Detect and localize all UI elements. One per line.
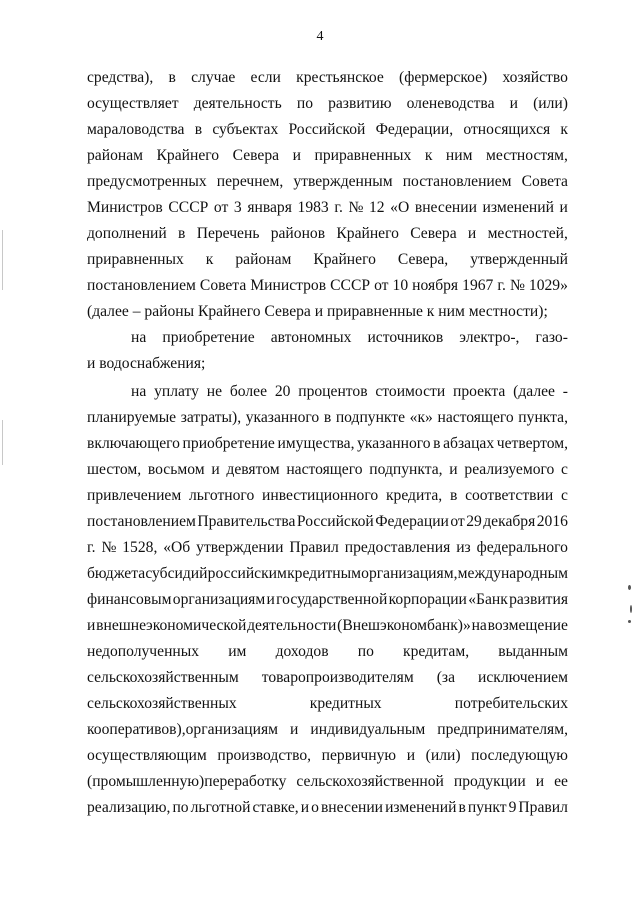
text-line <box>87 772 568 794</box>
word: сельскохозяйственных <box>87 695 237 712</box>
word: предпринимателям, <box>437 721 568 738</box>
word: абзацах <box>443 435 495 452</box>
word: января <box>247 199 292 216</box>
word: Федерации, <box>375 121 454 138</box>
word: с <box>561 461 568 478</box>
word: с <box>561 487 568 504</box>
scan-margin-mark <box>2 420 3 465</box>
word: включающего <box>87 435 180 452</box>
word: в <box>168 69 176 86</box>
word: по <box>172 799 189 816</box>
word: и <box>87 617 96 634</box>
text-line <box>87 564 568 586</box>
word: внесении <box>320 799 384 816</box>
word: корпорации <box>388 591 467 608</box>
word: организациям, <box>361 565 458 582</box>
word: международным <box>457 565 568 582</box>
word: постановлением <box>87 513 196 530</box>
word: к <box>424 147 433 164</box>
word: государственной <box>276 591 388 608</box>
word: организациям <box>172 591 266 608</box>
word: подпункта, <box>369 461 443 478</box>
word: кооперативов),организациям <box>87 721 279 738</box>
word: товаропроизводителям <box>261 669 414 686</box>
word: из <box>456 539 471 556</box>
word: (за <box>436 669 455 686</box>
word: инвестиционного <box>262 487 379 504</box>
word: к <box>560 121 568 138</box>
word: четвертом, <box>496 435 568 452</box>
word: местностей, <box>487 225 568 242</box>
word: производство, <box>217 747 312 764</box>
word: приобретение <box>182 435 275 452</box>
text-line <box>87 146 568 168</box>
word: № <box>101 539 117 556</box>
scan-speck <box>628 620 631 623</box>
word: если <box>250 69 281 86</box>
word: изменений <box>482 199 554 216</box>
word: сельскохозяйственной <box>296 773 444 790</box>
word: по <box>357 643 374 660</box>
word: соответствии <box>465 487 554 504</box>
word: г. <box>334 199 343 216</box>
word: 1528, <box>122 539 158 556</box>
word: подпункте <box>335 409 406 426</box>
word: «Об <box>163 539 191 556</box>
word: в <box>449 487 458 504</box>
word: осуществляющим <box>87 747 207 764</box>
word: Севера <box>410 225 457 242</box>
word: Российской <box>296 513 374 530</box>
word: Крайнего <box>336 225 399 242</box>
word: приравненных <box>87 251 184 268</box>
word: ноября <box>412 277 459 294</box>
word: г. <box>497 277 506 294</box>
word: утвержденным <box>293 173 393 190</box>
text-line <box>87 486 568 508</box>
word: льготной <box>190 799 251 816</box>
word: российским <box>207 565 287 582</box>
word: возмещение <box>487 617 568 634</box>
word: Севера <box>232 147 280 164</box>
word: (далее <box>513 383 555 400</box>
word: стоимости <box>375 383 446 400</box>
word: перечнем, <box>216 173 284 190</box>
text-line <box>87 460 568 482</box>
word: реализацию, <box>87 799 171 816</box>
word: льготного <box>188 487 255 504</box>
word: процентов <box>298 383 368 400</box>
text-line <box>131 328 568 350</box>
word: указанного <box>245 409 320 426</box>
word: индивидуальным <box>310 721 426 738</box>
word: выданным <box>498 643 568 660</box>
word: утвержденный <box>470 251 568 268</box>
word: утверждении <box>196 539 284 556</box>
word: ставке, <box>252 799 299 816</box>
word: и <box>509 95 518 112</box>
word: реализуемого <box>464 461 555 478</box>
text-line <box>87 720 568 742</box>
word: постановлением <box>87 277 196 294</box>
word: «Банк <box>468 591 508 608</box>
word: районам <box>235 251 292 268</box>
word: 2016 <box>536 513 568 530</box>
word: Совета <box>521 173 568 190</box>
page-number: 4 <box>316 29 324 44</box>
word: электро-, <box>459 329 520 346</box>
word: в <box>433 435 441 452</box>
word: кредита, <box>385 487 443 504</box>
word: и <box>406 747 416 764</box>
word: внешнеэкономической <box>96 617 247 634</box>
word: Федерации <box>375 513 449 530</box>
word: привлечением <box>87 487 182 504</box>
text-line <box>87 94 568 116</box>
word: приравненных <box>314 147 412 164</box>
word: 1983 <box>297 199 329 216</box>
word: исключением <box>478 669 568 686</box>
text-line: (далее – районы Крайнего Севера и приравненные к ним местности); <box>87 303 548 320</box>
word: дополнений <box>87 225 167 242</box>
word: Крайнего <box>313 251 376 268</box>
text-line <box>87 746 568 768</box>
text-line <box>87 590 568 612</box>
word: газо- <box>535 329 568 346</box>
word: СССР <box>168 199 209 216</box>
word: затраты), <box>180 409 242 426</box>
word: ним <box>445 147 473 164</box>
word: г. <box>87 539 96 556</box>
word: хозяйство <box>502 69 568 86</box>
word: сельскохозяйственным <box>87 669 239 686</box>
word: пункта, <box>518 409 568 426</box>
word: районов <box>270 225 326 242</box>
word: предусмотренных <box>87 173 207 190</box>
word: приобретение <box>162 329 255 346</box>
word: кредитам, <box>403 643 470 660</box>
word: крестьянское <box>296 69 384 86</box>
word: развитию <box>328 95 392 112</box>
word: первичную <box>321 747 397 764</box>
word: предоставления <box>344 539 451 556</box>
word: внесении <box>414 199 477 216</box>
word: последующую <box>471 747 568 764</box>
text-line <box>87 68 568 90</box>
word: и <box>559 199 568 216</box>
word: на <box>471 617 487 634</box>
word: пункт <box>467 799 507 816</box>
word: и <box>449 461 458 478</box>
word: 1967 <box>462 277 494 294</box>
word: бюджета <box>87 565 146 582</box>
scan-speck <box>630 605 632 613</box>
word: субъектах <box>212 121 279 138</box>
word: и <box>211 461 220 478</box>
word: от <box>213 199 229 216</box>
word: «О <box>390 199 410 216</box>
word: Правительства <box>197 513 296 530</box>
word: указанного <box>357 435 431 452</box>
word: «к» <box>409 409 433 426</box>
text-line <box>87 276 568 298</box>
word: Правил <box>518 799 568 816</box>
word: финансовым <box>87 591 172 608</box>
scan-margin-mark <box>2 230 3 290</box>
word: осуществляет <box>87 95 179 112</box>
word: 3 <box>233 199 242 216</box>
word: недополученных <box>87 643 200 660</box>
word: 20 <box>274 383 291 400</box>
text-line <box>87 250 568 272</box>
word: № <box>348 199 364 216</box>
word: мараловодства <box>87 121 185 138</box>
word: Крайнего <box>156 147 220 164</box>
word: доходов <box>275 643 329 660</box>
word: более <box>229 383 268 400</box>
word: настоящего <box>286 461 363 478</box>
word: кредитных <box>309 695 382 712</box>
word: Министров <box>250 277 327 294</box>
text-line <box>131 382 568 404</box>
word: относящихся <box>463 121 551 138</box>
word: восьмом <box>147 461 205 478</box>
word: на <box>131 383 147 400</box>
word: не <box>206 383 223 400</box>
text-line <box>87 172 568 194</box>
word: (или) <box>425 747 461 764</box>
word: и <box>266 591 275 608</box>
word: случае <box>191 69 236 86</box>
word: о <box>311 799 319 816</box>
text-line <box>87 224 568 246</box>
word: 12 <box>368 199 385 216</box>
word: в <box>458 799 466 816</box>
word: к <box>205 251 214 268</box>
word: Севера, <box>397 251 449 268</box>
word: № <box>509 277 525 294</box>
word: кредитным <box>287 565 361 582</box>
word: в <box>194 121 203 138</box>
word: деятельность <box>193 95 282 112</box>
word: (Внешэкономбанк)» <box>337 617 471 634</box>
word: Перечень <box>196 225 260 242</box>
text-line <box>87 408 568 430</box>
word: в <box>323 409 332 426</box>
word: на <box>131 329 147 346</box>
word: в <box>178 225 186 242</box>
text-line <box>87 642 568 664</box>
word: 1029» <box>528 277 568 294</box>
word: 29 <box>466 513 482 530</box>
word: планируемые <box>87 409 177 426</box>
word: субсидий <box>145 565 208 582</box>
word: и <box>292 147 301 164</box>
word: им <box>228 643 247 660</box>
word: местностям, <box>486 147 568 164</box>
word: районам <box>87 147 143 164</box>
word: Совета <box>199 277 247 294</box>
text-line <box>87 120 568 142</box>
word: СССР <box>330 277 371 294</box>
text-line: и водоснабжения; <box>87 355 206 372</box>
word: и <box>535 773 545 790</box>
word: деятельности <box>247 617 337 634</box>
word: настоящего <box>437 409 514 426</box>
word: уплату <box>154 383 199 400</box>
word: федерального <box>476 539 568 556</box>
word: изменений <box>385 799 457 816</box>
word: Российской <box>288 121 366 138</box>
word: Министров <box>87 199 163 216</box>
word: Правил <box>289 539 339 556</box>
word: проекта <box>453 383 506 400</box>
word: (или) <box>533 95 568 112</box>
text-line <box>87 798 568 820</box>
word: шестом, <box>87 461 142 478</box>
text-line <box>87 198 568 220</box>
word: от <box>450 513 465 530</box>
word: ее <box>554 773 568 790</box>
text-line <box>87 694 568 716</box>
word: от <box>374 277 389 294</box>
word: продукции <box>453 773 526 790</box>
text-line <box>87 538 568 560</box>
word: 10 <box>392 277 409 294</box>
word: и <box>467 225 477 242</box>
text-line <box>87 512 568 534</box>
text-line <box>87 434 568 456</box>
word: декабря <box>483 513 536 530</box>
word: постановлением <box>402 173 512 190</box>
word: источников <box>367 329 444 346</box>
word: 9 <box>508 799 517 816</box>
word: и <box>290 721 299 738</box>
word: оленеводства <box>406 95 495 112</box>
word: (промышленную)переработку <box>87 773 287 790</box>
word: автономных <box>270 329 352 346</box>
word: (фермерское) <box>399 69 488 86</box>
word: развития <box>509 591 568 608</box>
word: средства), <box>87 69 154 86</box>
word: и <box>300 799 310 816</box>
word: по <box>296 95 313 112</box>
scan-speck <box>628 585 631 590</box>
word: - <box>562 383 568 400</box>
word: потребительских <box>454 695 568 712</box>
word: имущества, <box>277 435 355 452</box>
text-line <box>87 616 568 638</box>
text-line <box>87 668 568 690</box>
word: девятом <box>226 461 280 478</box>
